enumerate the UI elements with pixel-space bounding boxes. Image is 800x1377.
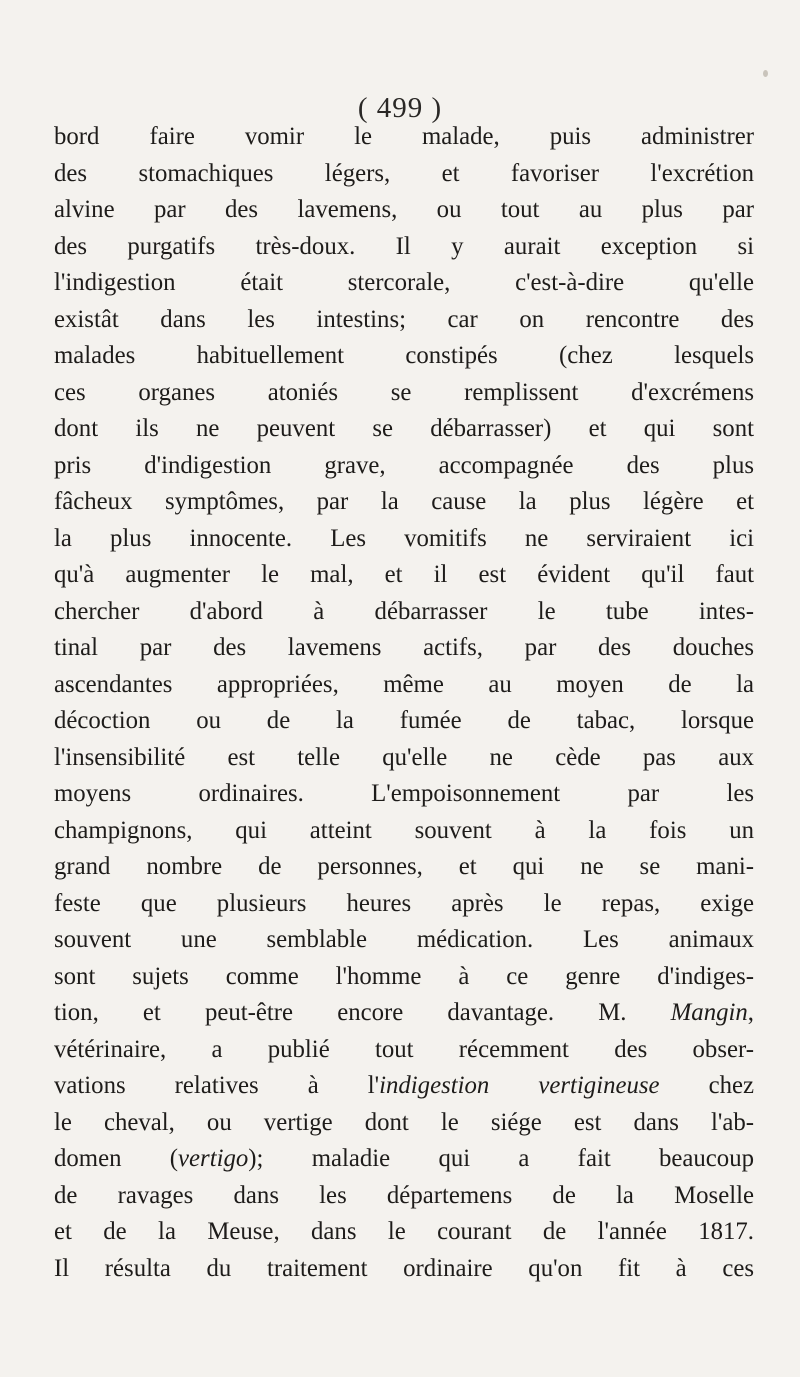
text-line	[54, 776, 754, 813]
text-line	[54, 1105, 754, 1142]
text-line	[54, 119, 754, 156]
text-segment: tion, et peut-être encore davantage. M.	[54, 999, 671, 1026]
text-segment: qu'à augmenter le mal, et il est évident qu'il faut	[54, 561, 754, 588]
text-segment: et de la Meuse, dans le courant de l'année 1817.	[54, 1218, 754, 1245]
text-segment: chercher d'abord à débarrasser le tube intes-	[54, 597, 754, 625]
text-line	[54, 229, 754, 266]
text-line	[54, 521, 754, 558]
text-segment: champignons, qui atteint souvent à la fois un	[54, 816, 754, 844]
text-segment: sont sujets comme l'homme à ce genre d'indiges-	[54, 962, 754, 990]
text-segment: ascendantes appropriées, même au moyen de la	[54, 670, 754, 698]
text-segment: domen (	[54, 1145, 179, 1172]
text-segment: ,	[747, 999, 754, 1026]
text-line	[54, 594, 754, 631]
text-line	[54, 375, 754, 412]
text-line	[54, 557, 754, 594]
text-segment: feste que plusieurs heures après le repas, exige	[54, 889, 754, 917]
text-line	[54, 1251, 754, 1288]
text-segment: tinal par des lavemens actifs, par des douches	[54, 634, 754, 661]
text-segment: existât dans les intestins; car on rencontre des	[54, 305, 754, 333]
text-line	[54, 813, 754, 850]
text-line	[54, 192, 754, 229]
text-segment: vations relatives à l'	[54, 1072, 380, 1099]
text-segment: décoction ou de la fumée de tabac, lorsque	[54, 707, 754, 734]
text-line	[54, 995, 754, 1032]
text-line	[54, 1141, 754, 1178]
text-segment: alvine par des lavemens, ou tout au plus par	[54, 196, 754, 223]
text-segment: dont ils ne peuvent se débarrasser) et qui sont	[54, 415, 754, 442]
text-line	[54, 1068, 754, 1105]
text-line	[54, 484, 754, 521]
text-segment: ces organes atoniés se remplissent d'excrémens	[54, 378, 754, 406]
italic-text: indigestion vertigineuse	[379, 1072, 660, 1099]
text-line	[54, 156, 754, 193]
text-line	[54, 1178, 754, 1215]
italic-text: Mangin	[670, 999, 748, 1026]
text-segment: moyens ordinaires. L'empoisonnement par les	[54, 780, 754, 807]
text-segment: bord faire vomir le malade, puis administrer	[54, 123, 754, 150]
text-segment: fâcheux symptômes, par la cause la plus légère et	[54, 488, 754, 515]
text-segment: ); maladie qui a fait beaucoup	[248, 1145, 755, 1172]
text-line	[54, 849, 754, 886]
text-segment: la plus innocente. Les vomitifs ne serviraient ici	[54, 524, 754, 552]
text-segment: pris d'indigestion grave, accompagnée des plus	[54, 451, 754, 479]
text-line	[54, 959, 754, 996]
text-line	[54, 886, 754, 923]
text-segment: malades habituellement constipés (chez lesquels	[54, 342, 754, 369]
text-line	[54, 740, 754, 777]
text-segment: chez	[659, 1072, 755, 1099]
text-segment: vétérinaire, a publié tout récemment des obser-	[54, 1035, 754, 1063]
text-line	[54, 411, 754, 448]
text-line	[54, 1214, 754, 1251]
text-line	[54, 338, 754, 375]
text-line	[54, 1032, 754, 1069]
text-line	[54, 667, 754, 704]
page-number: ( 499 )	[357, 92, 443, 124]
text-segment: l'insensibilité est telle qu'elle ne cède pas aux	[54, 743, 754, 771]
text-segment: des stomachiques légers, et favoriser l'excrétion	[54, 159, 754, 187]
text-line	[54, 302, 754, 339]
text-segment: le cheval, ou vertige dont le siége est dans l'ab-	[54, 1108, 754, 1136]
text-segment: souvent une semblable médication. Les animaux	[54, 926, 754, 953]
text-line	[54, 630, 754, 667]
text-line	[54, 265, 754, 302]
text-segment: Il résulta du traitement ordinaire qu'on fit à ces	[54, 1254, 754, 1282]
body-text	[54, 119, 754, 1287]
text-segment: grand nombre de personnes, et qui ne se mani-	[54, 853, 754, 880]
paper-speck	[763, 70, 768, 77]
italic-text: vertigo	[178, 1145, 249, 1172]
text-segment: de ravages dans les départemens de la Moselle	[54, 1181, 754, 1209]
text-line	[54, 448, 754, 485]
text-line	[54, 703, 754, 740]
text-segment: l'indigestion était stercorale, c'est-à-dire qu'elle	[54, 269, 754, 296]
text-segment: des purgatifs très-doux. Il y aurait exception si	[54, 232, 754, 260]
text-line	[54, 922, 754, 959]
